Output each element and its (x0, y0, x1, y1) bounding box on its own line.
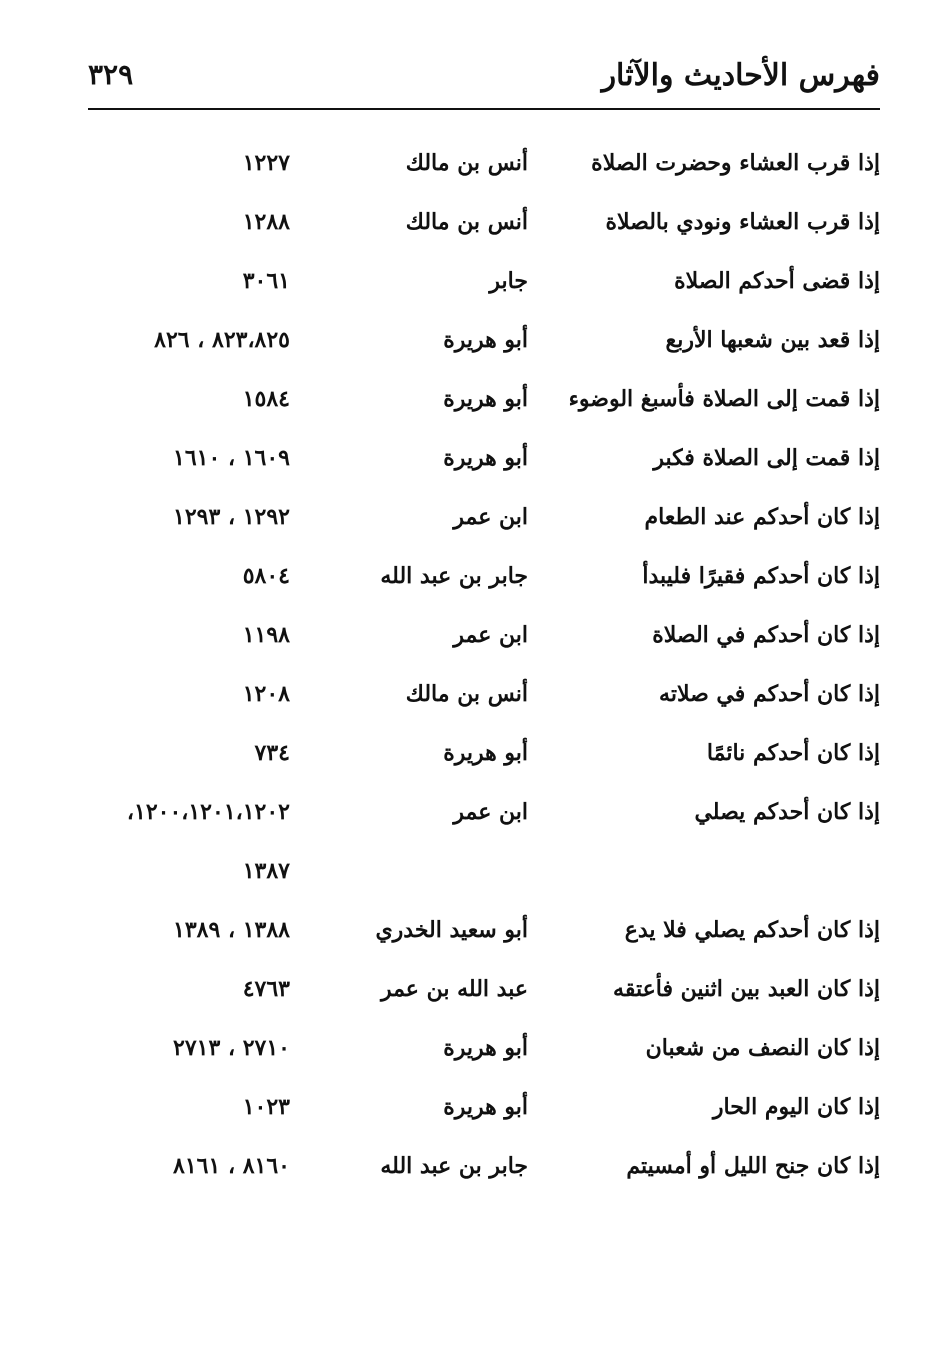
hadith-numbers: ٨١٦٠ ، ٨١٦١ (173, 1153, 290, 1179)
narrator-name: ابن عمر (453, 799, 528, 825)
index-entry (80, 905, 880, 964)
hadith-text: إذا كان أحدكم نائمًا (706, 740, 880, 766)
hadith-text: إذا قمت إلى الصلاة فأسبغ الوضوء (568, 386, 880, 412)
hadith-numbers: ١٢٩٢ ، ١٢٩٣ (173, 504, 290, 530)
index-entry (80, 138, 880, 197)
narrator-name: أبو هريرة (443, 327, 528, 353)
narrator-name: جابر بن عبد الله (380, 1153, 528, 1179)
hadith-text: إذا كان أحدكم فقيرًا فليبدأ (642, 563, 880, 589)
hadith-numbers: ١٢٠٨ (242, 681, 290, 707)
index-entry (80, 787, 880, 846)
page-title: فهرس الأحاديث والآثار (601, 58, 880, 93)
hadith-text: إذا قمت إلى الصلاة فكبر (653, 445, 880, 471)
page-number: ٣٢٩ (88, 58, 134, 91)
index-entry (80, 610, 880, 669)
index-entry (80, 492, 880, 551)
page-header (88, 52, 880, 102)
hadith-numbers: ١١٩٨ (242, 622, 290, 648)
hadith-index-list (80, 138, 880, 1200)
hadith-numbers: ١٦٠٩ ، ١٦١٠ (173, 445, 290, 471)
hadith-text: إذا كان اليوم الحار (712, 1094, 880, 1120)
narrator-name: أنس بن مالك (405, 209, 528, 235)
hadith-numbers: ٤٧٦٣ (242, 976, 290, 1002)
index-entry (80, 1023, 880, 1082)
narrator-name: أبو هريرة (443, 1035, 528, 1061)
narrator-name: أبو سعيد الخدري (375, 917, 528, 943)
hadith-numbers: ٨٢٣،٨٢٥ ، ٨٢٦ (154, 327, 290, 353)
narrator-name: جابر بن عبد الله (380, 563, 528, 589)
hadith-text: إذا كان جنح الليل أو أمسيتم (626, 1153, 880, 1179)
index-entry (80, 433, 880, 492)
hadith-text: إذا كان العبد بين اثنين فأعتقه (613, 976, 880, 1002)
hadith-text: إذا قعد بين شعبها الأربع (665, 327, 880, 353)
narrator-name: جابر (489, 268, 528, 294)
index-entry (80, 197, 880, 256)
index-entry (80, 964, 880, 1023)
hadith-numbers: ١٥٨٤ (242, 386, 290, 412)
narrator-name: ابن عمر (453, 622, 528, 648)
index-entry (80, 669, 880, 728)
hadith-numbers: ١٣٨٧ (242, 858, 290, 884)
hadith-numbers: ١٣٨٨ ، ١٣٨٩ (173, 917, 290, 943)
index-entry (80, 728, 880, 787)
index-entry (80, 315, 880, 374)
hadith-text: إذا قرب العشاء وحضرت الصلاة (591, 150, 880, 176)
hadith-text: إذا كان أحدكم عند الطعام (644, 504, 880, 530)
hadith-numbers: ٧٣٤ (254, 740, 290, 766)
hadith-numbers: ٥٨٠٤ (242, 563, 290, 589)
hadith-text: إذا كان أحدكم في الصلاة (652, 622, 880, 648)
narrator-name: أبو هريرة (443, 386, 528, 412)
narrator-name: أنس بن مالك (405, 681, 528, 707)
hadith-numbers: ١٢٠٠،١٢٠١،١٢٠٢، (126, 799, 290, 825)
index-entry (80, 256, 880, 315)
header-divider (88, 108, 880, 110)
index-entry (80, 551, 880, 610)
hadith-text: إذا كان أحدكم يصلي فلا يدع (624, 917, 880, 943)
narrator-name: عبد الله بن عمر (380, 976, 528, 1002)
narrator-name: أبو هريرة (443, 740, 528, 766)
hadith-text: إذا كان أحدكم في صلاته (659, 681, 880, 707)
narrator-name: أنس بن مالك (405, 150, 528, 176)
narrator-name: أبو هريرة (443, 445, 528, 471)
index-entry-continuation (80, 846, 880, 905)
hadith-text: إذا قضى أحدكم الصلاة (674, 268, 880, 294)
narrator-name: ابن عمر (453, 504, 528, 530)
hadith-text: إذا كان النصف من شعبان (645, 1035, 880, 1061)
hadith-text: إذا قرب العشاء ونودي بالصلاة (605, 209, 880, 235)
hadith-numbers: ٢٧١٠ ، ٢٧١٣ (173, 1035, 290, 1061)
index-entry (80, 1082, 880, 1141)
index-entry (80, 374, 880, 433)
hadith-numbers: ١٠٢٣ (242, 1094, 290, 1120)
narrator-name: أبو هريرة (443, 1094, 528, 1120)
hadith-numbers: ٣٠٦١ (242, 268, 290, 294)
hadith-numbers: ١٢٢٧ (242, 150, 290, 176)
hadith-text: إذا كان أحدكم يصلي (694, 799, 880, 825)
hadith-numbers: ١٢٨٨ (242, 209, 290, 235)
index-entry (80, 1141, 880, 1200)
